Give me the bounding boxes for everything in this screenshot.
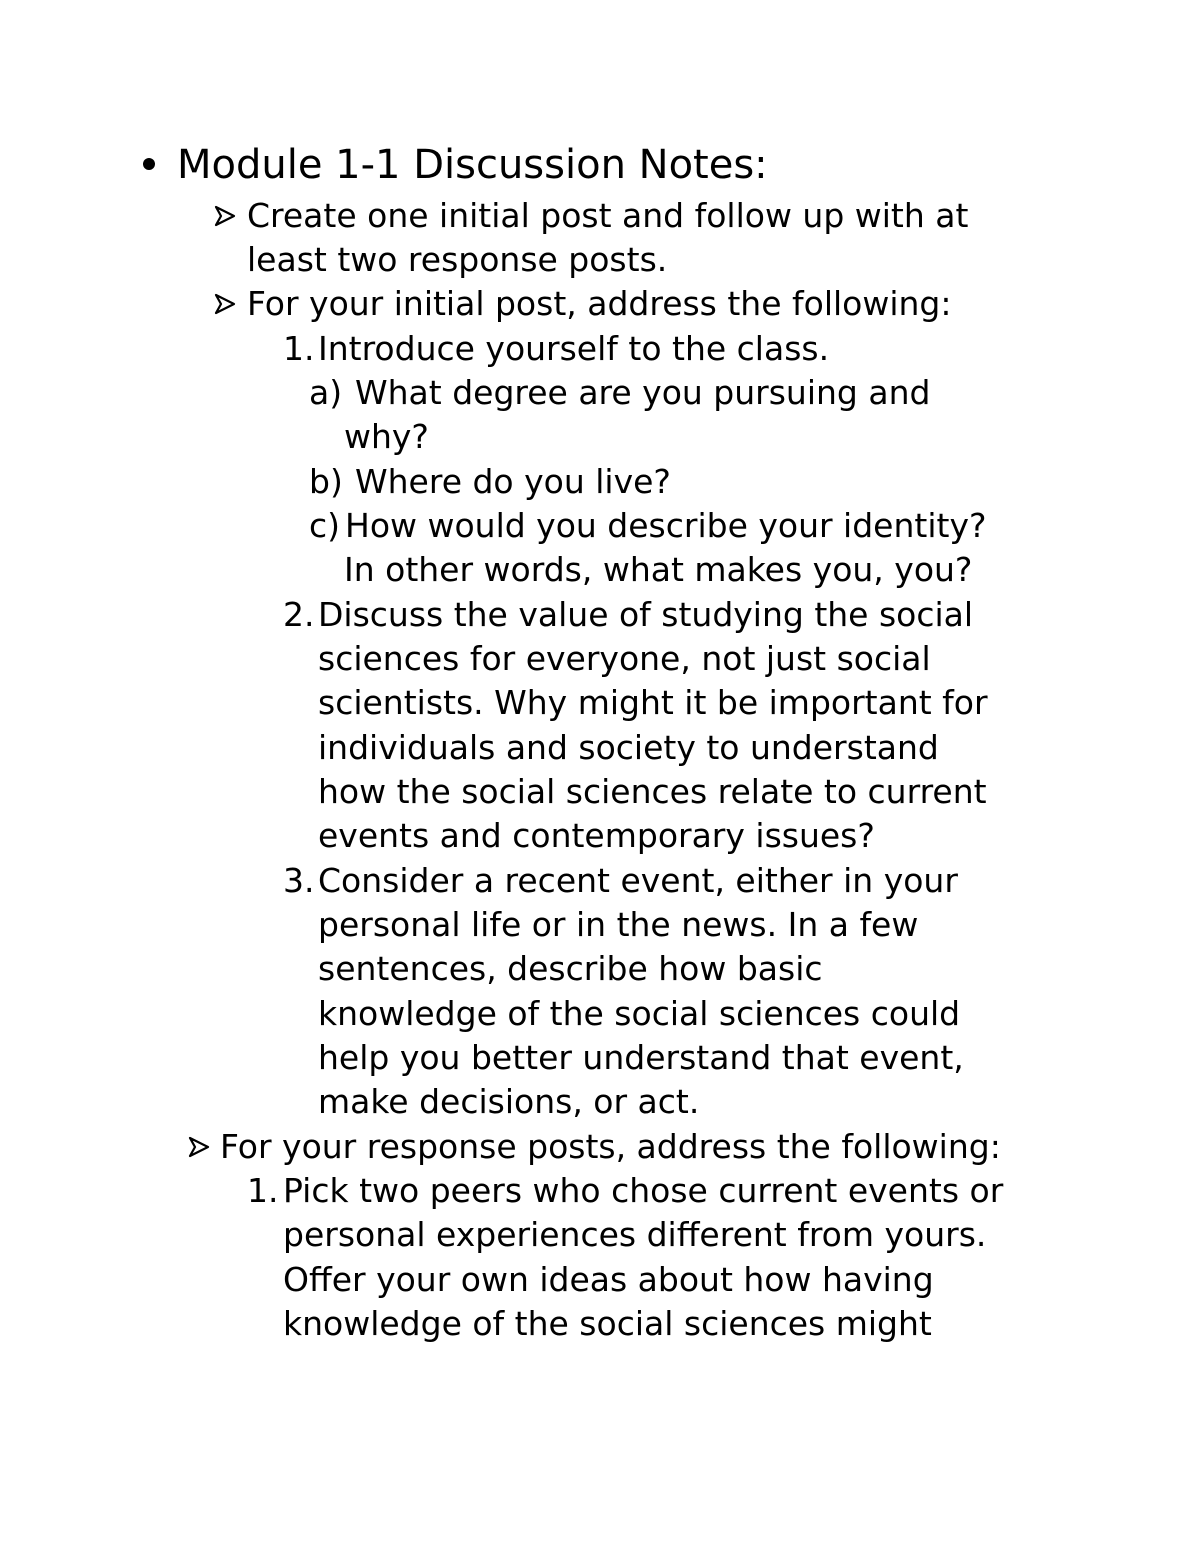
intro-bullet-line-1: Create one initial post and follow up with at: [247, 196, 969, 235]
response-item-1-line-1: Pick two peers who chose current events or: [283, 1171, 1004, 1210]
sub-item-b-line-1: Where do you live?: [355, 462, 671, 501]
response-item-1-line-3: Offer your own ideas about how having: [283, 1260, 934, 1299]
list-item-2-line-1: Discuss the value of studying the social: [318, 595, 974, 634]
sub-item-a-line-2: why?: [344, 417, 429, 456]
list-item-2-line-3: scientists. Why might it be important for: [318, 683, 988, 722]
sub-item-c-line-2: In other words, what makes you, you?: [344, 550, 973, 589]
list-item-3-line-3: sentences, describe how basic: [318, 949, 823, 988]
list-item-2-line-5: how the social sciences relate to current: [318, 772, 987, 811]
list-item-3-line-1: Consider a recent event, either in your: [318, 861, 958, 900]
list-marker: 1.: [283, 329, 315, 368]
arrow-bullet-icon: [213, 204, 237, 228]
intro-bullet-line-2: least two response posts.: [247, 240, 668, 279]
sub-item-c-line-1: How would you describe your identity?: [345, 506, 987, 545]
sub-list-marker: a): [309, 373, 343, 412]
list-item-2-line-2: sciences for everyone, not just social: [318, 639, 931, 678]
list-marker: 1.: [247, 1171, 279, 1210]
list-marker: 2.: [283, 595, 315, 634]
list-item-3-line-6: make decisions, or act.: [318, 1082, 700, 1121]
arrow-bullet-icon: [213, 292, 237, 316]
initial-post-heading: For your initial post, address the following:: [247, 284, 952, 323]
list-item-2-line-4: individuals and society to understand: [318, 728, 939, 767]
sub-item-a-line-1: What degree are you pursuing and: [355, 373, 931, 412]
response-posts-heading: For your response posts, address the following:: [220, 1127, 1001, 1166]
list-item-3-line-2: personal life or in the news. In a few: [318, 905, 919, 944]
response-item-1-line-2: personal experiences different from yours.: [283, 1215, 987, 1254]
response-item-1-line-4: knowledge of the social sciences might: [283, 1304, 932, 1343]
list-item-3-line-5: help you better understand that event,: [318, 1038, 964, 1077]
list-item-2-line-6: events and contemporary issues?: [318, 816, 875, 855]
list-item-1-line-1: Introduce yourself to the class.: [318, 329, 830, 368]
sub-list-marker: c): [309, 506, 341, 545]
list-item-3-line-4: knowledge of the social sciences could: [318, 994, 961, 1033]
page-title: Module 1-1 Discussion Notes:: [177, 142, 768, 188]
list-marker: 3.: [283, 861, 315, 900]
arrow-bullet-icon: [187, 1135, 211, 1159]
bullet-dot-icon: [143, 158, 155, 170]
sub-list-marker: b): [309, 462, 343, 501]
